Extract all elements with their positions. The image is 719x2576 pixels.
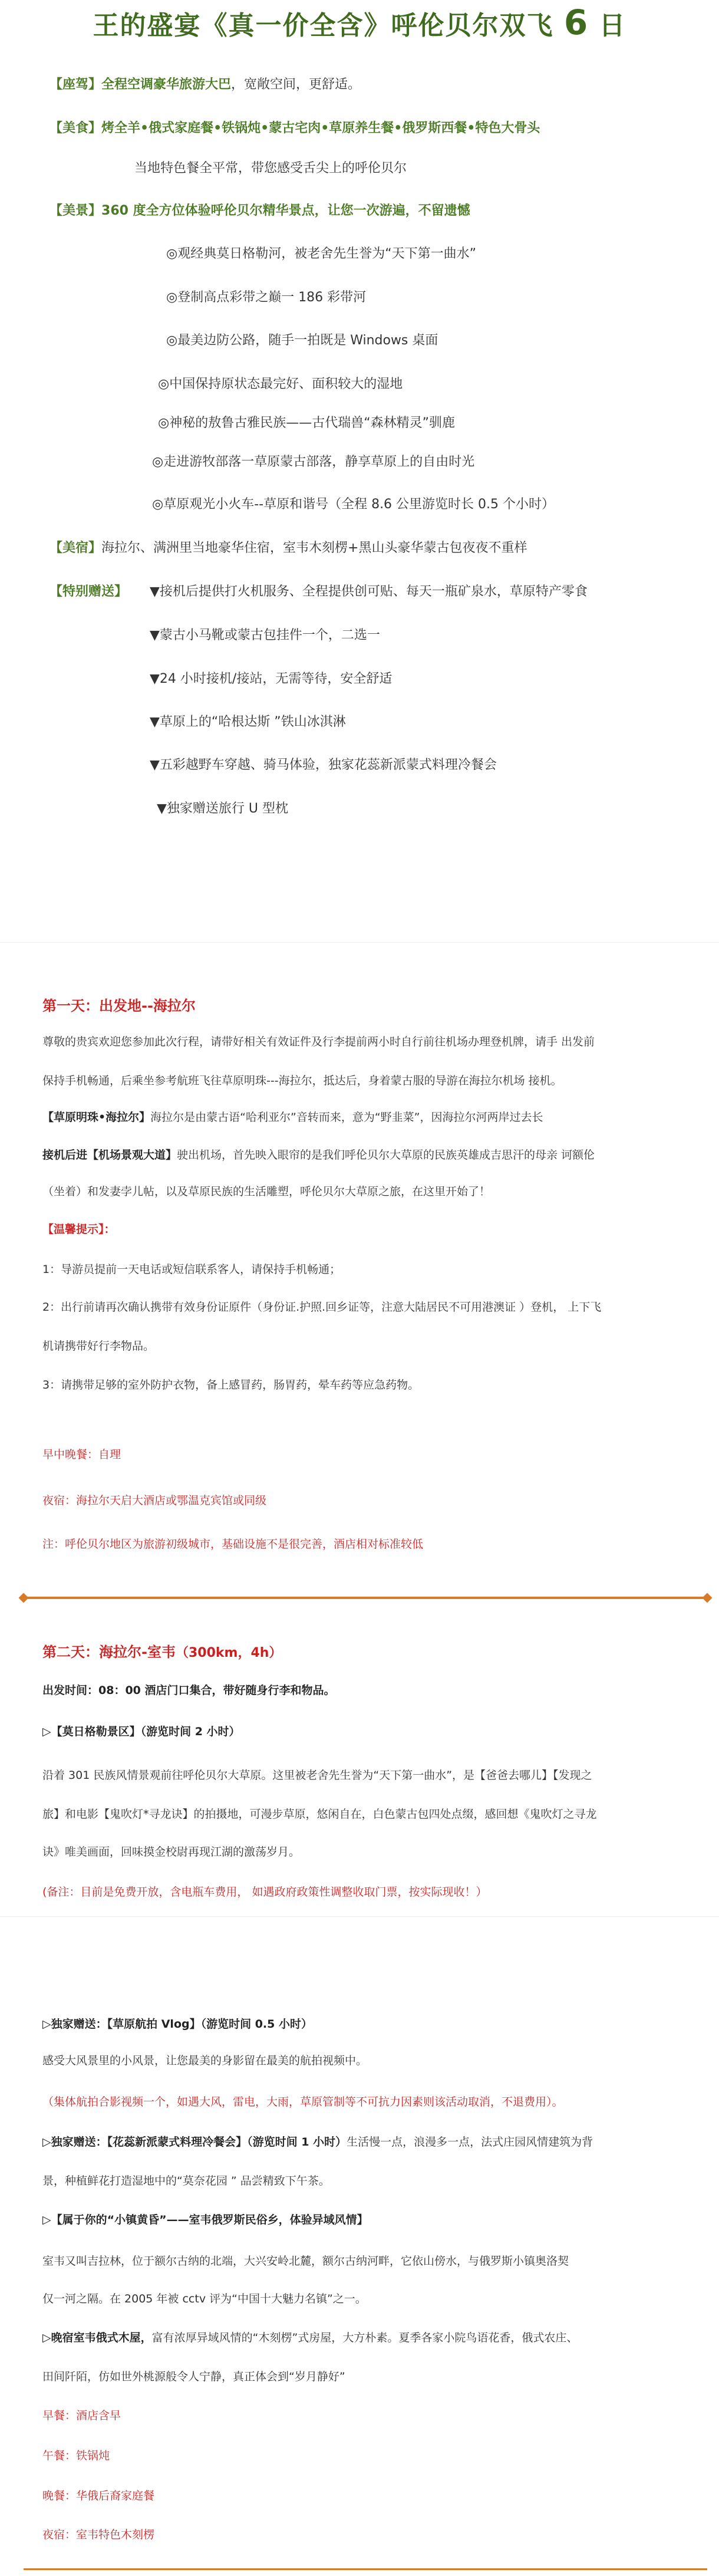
day2-dinner: 晚餐：华俄后裔家庭餐 (42, 2489, 155, 2502)
tip-item: 1：导游员提前一天电话或短信联系客人，请保持手机畅通； (42, 1263, 341, 1276)
view-item: ◎神秘的敖鲁古雅民族——古代瑞兽“森林精灵”驯鹿 (158, 416, 455, 430)
moergele-heading: ▷【莫日格勒景区】（游览时间 2 小时） (42, 1725, 240, 1738)
cold-buffet-line: 景，种植鲜花打造湿地中的“莫奈花园 ” 品尝精致下午茶。 (42, 2174, 330, 2187)
view-tag: 【美景】 (50, 203, 102, 218)
town-line: 室韦又叫吉拉林，位于额尔古纳的北端，大兴安岭北麓，额尔古纳河畔，它依山傍水，与俄罗斯小镇奥洛契 (42, 2255, 569, 2268)
day2-hotel: 夜宿：室韦特色木刻楞 (42, 2528, 155, 2541)
seat-bold: 全程空调豪华旅游大巴 (101, 77, 232, 92)
tip-item: 2：出行前请再次确认携带有效身份证原件（身份证.护照.回乡证等，注意大陆居民不可用港澳证 ）登机， 上下飞 (42, 1301, 602, 1314)
day1-note: 注：呼伦贝尔地区为旅游初级城市，基础设施不是很完善，酒店相对标准较低 (42, 1538, 424, 1551)
day1-meals: 早中晚餐：自理 (42, 1448, 121, 1461)
divider-diamond-icon (19, 1593, 29, 1603)
food-tag: 【美食】 (50, 121, 102, 136)
vlog-note: （集体航拍合影视频一个，如遇大风，雷电，大雨，草原管制等不可抗力因素则该活动取消，不退费用）。 (42, 2095, 563, 2108)
day1-intro-line: 尊敬的贵宾欢迎您参加此次行程，请带好相关有效证件及行李提前两小时自行前往机场办理登机牌，请手 出发前 (42, 1035, 595, 1048)
day2-title: 第二天：海拉尔-室韦（300km，4h） (42, 1644, 282, 1660)
day1-intro-line: 保持手机畅通，后乘坐参考航班飞往草原明珠---海拉尔，抵达后，身着蒙古服的导游在海拉尔机场 接机。 (42, 1074, 562, 1087)
view-item: ◎走进游牧部落一草原蒙古部落，静享草原上的自由时光 (152, 455, 475, 469)
view-bold: 360 度全方位体验呼伦贝尔精华景点，让您一次游遍，不留遗憾 (101, 203, 470, 218)
view-item: ◎最美边防公路，随手一拍既是 Windows 桌面 (166, 333, 438, 348)
seat-text: ，宽敞空间，更舒适。 (231, 77, 361, 92)
title-suffix: 日 (599, 11, 626, 41)
moergele-note: (备注：目前是免费开放，含电瓶车费用， 如遇政府政策性调整收取门票，按实际现收！） (42, 1886, 487, 1899)
gift-item: ▼五彩越野车穿越、骑马体验，独家花蕊新派蒙式料理冷餐会 (150, 758, 497, 772)
gift-item: ▼草原上的“哈根达斯 ”铁山冰淇淋 (150, 715, 346, 729)
stay-tag: 【美宿】 (50, 541, 102, 555)
tip-item: 3：请携带足够的室外防护衣物，备上感冒药，肠胃药，晕车药等应急药物。 (42, 1379, 420, 1391)
gift-tag: 【特别赠送】 (50, 584, 128, 599)
seat-tag: 【座驾】 (50, 77, 102, 92)
section-divider (0, 1916, 719, 1917)
vlog-desc: 感受大风景里的小风景，让您最美的身影留在最美的航拍视频中。 (42, 2054, 368, 2067)
view-item: ◎中国保持原状态最完好、面积较大的湿地 (158, 377, 403, 392)
divider-diamond-icon (702, 1593, 713, 1603)
day2-breakfast: 早餐：酒店含早 (42, 2409, 121, 2422)
day-divider (24, 1597, 707, 1599)
town-heading: ▷【属于你的“小镇黄昏”——室韦俄罗斯民俗乡，体验异域风情】 (42, 2213, 368, 2226)
night-line: 田间阡陌，仿如世外桃源般令人宁静，真正体会到“岁月静好” (42, 2370, 345, 2383)
hailar-bold: 【草原明珠•海拉尔】 (42, 1111, 151, 1124)
day1-hotel: 夜宿：海拉尔天启大酒店或鄂温克宾馆或同级 (42, 1494, 267, 1507)
moergele-line: 沿着 301 民族风情景观前往呼伦贝尔大草原。这里被老舍先生誉为“天下第一曲水”，是【爸爸去哪儿】【发现之 (42, 1769, 592, 1782)
town-line: 仅一河之隔。在 2005 年被 cctv 评为“中国十大魅力名镇”之一。 (42, 2292, 367, 2305)
day1-hailar-line: 接机后进【机场景观大道】驶出机场，首先映入眼帘的是我们呼伦贝尔大草原的民族英雄成吉思汗的母亲 诃额伦 (42, 1149, 595, 1162)
day1-hailar-line: 【草原明珠•海拉尔】海拉尔是由蒙古语“哈利亚尔”音转而来，意为“野韭菜”，因海拉尔河两岸过去长 (42, 1111, 543, 1124)
feature-food (50, 118, 540, 136)
day2-lunch: 午餐：铁锅炖 (42, 2449, 110, 2462)
food-subtitle: 当地特色餐全平常，带您感受舌尖上的呼伦贝尔 (134, 161, 407, 176)
gift-item: ▼独家赠送旅行 U 型枕 (157, 801, 289, 816)
cold-buffet-line: ▷独家赠送：【花蕊新派蒙式料理冷餐会】（游览时间 1 小时）生活慢一点，浪漫多一点，法式庄园风情建筑为背 (42, 2136, 593, 2149)
view-item: ◎草原观光小火车--草原和谐号（全程 8.6 公里游览时长 0.5 个小时） (152, 497, 555, 512)
tips-title: 【温馨提示】： (42, 1223, 116, 1236)
day1-hailar-line: （坐着）和发妻孛儿帖，以及草原民族的生活雕塑，呼伦贝尔大草原之旅，在这里开始了！ (42, 1185, 491, 1198)
day2-depart: 出发时间：08：00 酒店门口集合，带好随身行李和物品。 (42, 1684, 335, 1697)
moergele-line: 旅】和电影【鬼吹灯*寻龙诀】的拍摄地，可漫步草原，悠闲自在，白色蒙古包四处点缀，感回想《鬼吹灯之寻龙 (42, 1808, 597, 1821)
view-item: ◎登制高点彩带之巅一 186 彩带河 (166, 290, 367, 305)
feature-stay (50, 538, 527, 556)
title-number: 6 (563, 2, 589, 42)
stay-text: 海拉尔、满洲里当地豪华住宿，室韦木刻楞+黑山头豪华蒙古包夜夜不重样 (101, 541, 527, 555)
section-divider (0, 942, 719, 943)
gift-item: ▼蒙古小马靴或蒙古包挂件一个，二选一 (150, 628, 380, 643)
night-line: ▷晚宿室韦俄式木屋，富有浓厚异域风情的“木刻楞”式房屋，大方朴素。夏季各家小院鸟语花香，俄式农庄、 (42, 2331, 578, 2344)
bottom-divider (24, 2568, 707, 2570)
day1-title: 第一天：出发地--海拉尔 (42, 998, 196, 1014)
gift-item: ▼24 小时接机/接站，无需等待，安全舒适 (150, 672, 393, 686)
tip-item: 机请携带好行李物品。 (42, 1340, 155, 1353)
gift-item: ▼接机后提供打火机服务、全程提供创可贴、每天一瓶矿泉水，草原特产零食 (150, 584, 588, 599)
page-title (0, 2, 719, 42)
airport-avenue-bold: 接机后进【机场景观大道】 (42, 1149, 177, 1162)
title-prefix: 王的盛宴《真一价全含》呼伦贝尔双飞 (93, 11, 554, 41)
vlog-heading: ▷独家赠送：【草原航拍 Vlog】（游览时间 0.5 小时） (42, 2018, 312, 2031)
view-item: ◎观经典莫日格勒河，被老舍先生誉为“天下第一曲水” (166, 246, 476, 261)
feature-view (50, 200, 470, 219)
food-bold: 烤全羊•俄式家庭餐•铁锅炖•蒙古宅肉•草原养生餐•俄罗斯西餐•特色大骨头 (101, 121, 540, 136)
moergele-line: 诀》唯美画面，回味摸金校尉再现江湖的激荡岁月。 (42, 1845, 301, 1858)
feature-seat (50, 74, 361, 93)
